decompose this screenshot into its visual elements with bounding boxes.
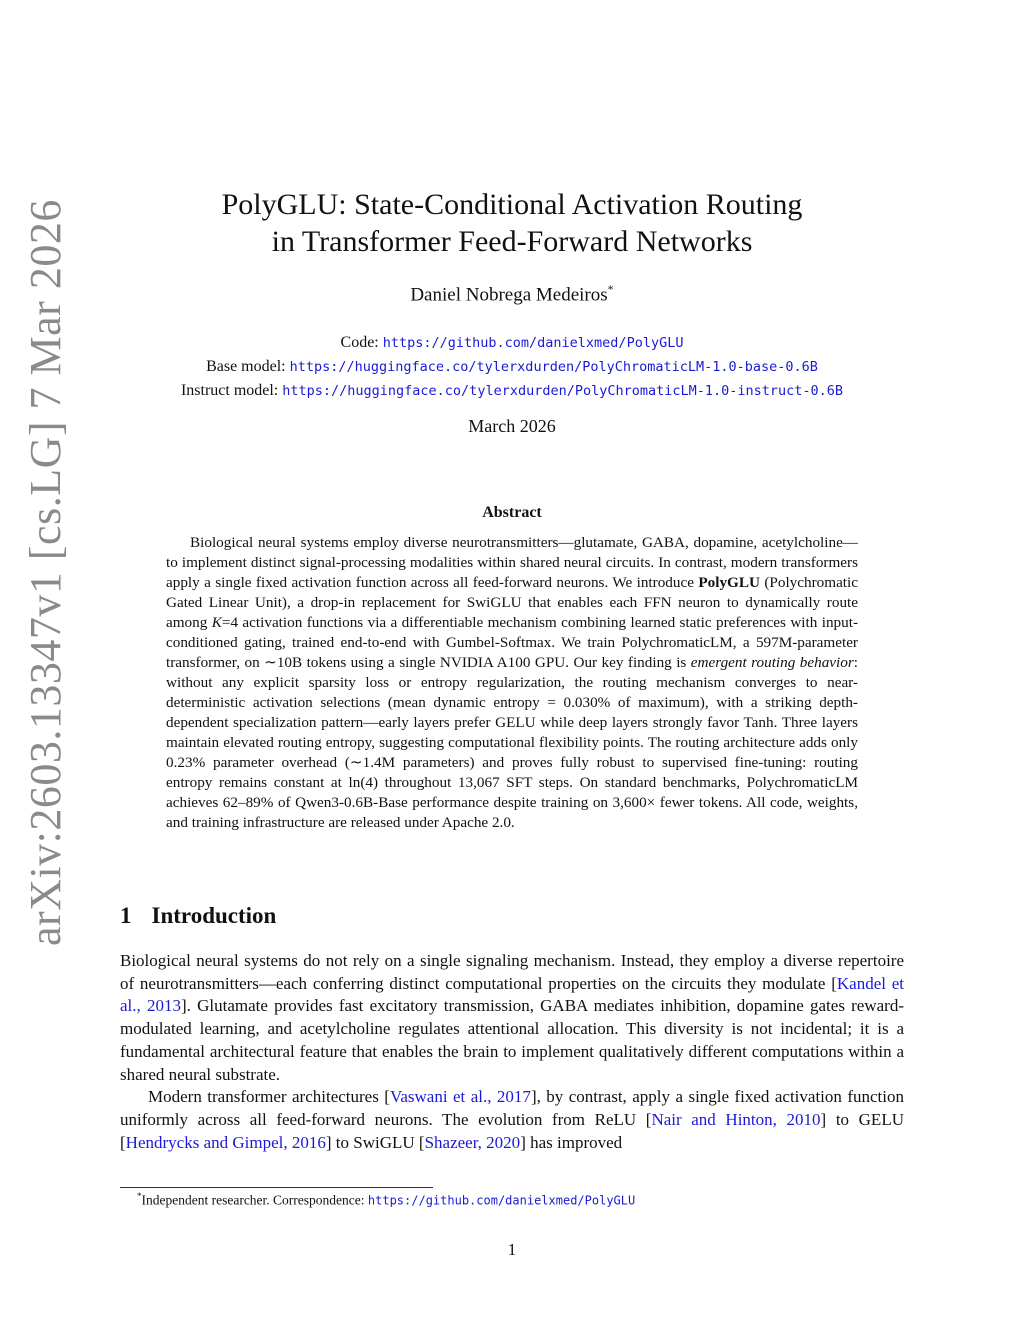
introduction-body	[120, 950, 904, 1154]
code-label: Code:	[340, 334, 379, 351]
resource-links	[0, 331, 1024, 403]
abstract-text-1: Biological neural systems employ diverse neurotransmitters—glutamate, GABA, dopamine, acetylcholine—to implement distinct signal-processing modalities within shared neural circuits. In contrast, modern transformers apply a single fixed activation function across all feed-forward neurons. We introduce	[166, 534, 858, 591]
footnote-divider	[120, 1187, 433, 1188]
publication-date: March 2026	[468, 416, 556, 436]
paper-title	[0, 186, 1024, 260]
citation-link[interactable]: Shazeer, 2020	[424, 1132, 521, 1152]
abstract-text-2: (Polychromatic Gated Linear Unit), a drop-in replacement for SwiGLU that enables each FFN neuron to dynamically route among	[166, 574, 858, 631]
citation-link[interactable]: Hendrycks and Gimpel, 2016	[125, 1132, 326, 1152]
footnote-text: Independent researcher. Correspondence:	[141, 1192, 368, 1208]
intro-paragraph-2	[120, 1086, 904, 1154]
abstract-text-4: : without any explicit sparsity loss or entropy regularization, the routing mechanism converges to near-deterministic activation selections (mean dynamic entropy = 0.030% of maximum), with a striking depth-dependent specialization pattern—early layers prefer GELU while deep layers strongly favor Tanh. Three layers maintain elevated routing entropy, suggesting computational flexibility points. The routing architecture adds only 0.23% parameter overhead (∼1.4M parameters) and proves fully robust to supervised fine-tuning: routing entropy remains constant at ln(4) throughout 13,067 SFT steps. On standard benchmarks, PolychromaticLM achieves 62–89% of Qwen3-0.6B-Base performance despite training on 3,600× fewer tokens. All code, weights, and training infrastructure are released under Apache 2.0.	[166, 654, 859, 831]
instruct-model-link-row	[0, 379, 1024, 403]
title-line-2: in Transformer Feed-Forward Networks	[271, 225, 753, 258]
citation-link[interactable]: Nair and Hinton, 2010	[651, 1109, 821, 1129]
section-title: Introduction	[151, 903, 277, 928]
intro-p2-text-1: Modern transformer architectures [	[148, 1087, 390, 1107]
author-name: Daniel Nobrega Medeiros	[410, 284, 608, 306]
author-footnote-mark[interactable]: *	[607, 282, 614, 296]
page-number: 1	[507, 1240, 517, 1259]
title-line-1: PolyGLU: State-Conditional Activation Routing	[221, 188, 803, 221]
code-url-link[interactable]: https://github.com/danielxmed/PolyGLU	[382, 335, 684, 351]
author-line	[0, 282, 1024, 306]
arxiv-identifier-stamp: arXiv:2603.13347v1 [cs.LG] 7 Mar 2026	[21, 199, 70, 946]
abstract-text-3: activation functions via a differentiable mechanism combining learned static preferences with input-conditioned gating, trained end-to-end with Gumbel-Softmax. We train PolychromaticLM, a 597M-parameter transformer, on ∼10B tokens using a single NVIDIA A100 GPU. Our key finding is	[166, 614, 859, 671]
instruct-model-label: Instruct model:	[180, 382, 279, 399]
intro-p1-text-1: Biological neural systems do not rely on a single signaling mechanism. Instead, they employ a diverse repertoire of neurotransmitters—each conferring distinct computational properties on the circuits they modulate [	[120, 951, 904, 993]
section-heading	[120, 903, 276, 929]
code-link-row	[0, 331, 1024, 355]
intro-p2-text-4: ] to SwiGLU [	[325, 1132, 425, 1152]
intro-p1-text-2: ]. Glutamate provides fast excitatory transmission, GABA mediates inhibition, dopamine gates reward-modulated learning, and acetylcholine regulates attentional allocation. This diversity is not incidental; it is a fundamental architectural feature that enables the brain to implement qualitatively different computations within a shared neural substrate.	[120, 996, 904, 1084]
citation-link[interactable]: Vaswani et al., 2017	[389, 1087, 531, 1107]
base-model-label: Base model:	[206, 358, 286, 375]
abstract-heading: Abstract	[482, 504, 542, 521]
footnote	[137, 1191, 635, 1209]
intro-p2-text-3: ] to GELU [	[120, 1109, 904, 1152]
abstract-bold-term: PolyGLU	[698, 574, 760, 591]
abstract-italic-term: emergent routing behavior	[690, 654, 854, 671]
intro-p2-text-5: ] has improved	[520, 1132, 623, 1152]
instruct-model-url-link[interactable]: https://huggingface.co/tylerxdurden/PolyChromaticLM-1.0-instruct-0.6B	[282, 383, 844, 399]
abstract-body	[166, 533, 858, 833]
intro-p2-text-2: ], by contrast, apply a single fixed activation function uniformly across all feed-forward neurons. The evolution from ReLU [	[120, 1087, 904, 1129]
base-model-url-link[interactable]: https://huggingface.co/tylerxdurden/PolyChromaticLM-1.0-base-0.6B	[289, 359, 818, 375]
citation-link[interactable]: Kandel et al., 2013	[120, 973, 905, 1016]
abstract-k-symbol: K	[211, 614, 222, 631]
intro-paragraph-1	[120, 950, 904, 1086]
base-model-link-row	[0, 355, 1024, 379]
abstract-k-value: =4	[221, 614, 239, 631]
footnote-mark: *	[137, 1191, 142, 1201]
footnote-url-link[interactable]: https://github.com/danielxmed/PolyGLU	[367, 1193, 636, 1208]
section-number: 1	[120, 903, 132, 928]
